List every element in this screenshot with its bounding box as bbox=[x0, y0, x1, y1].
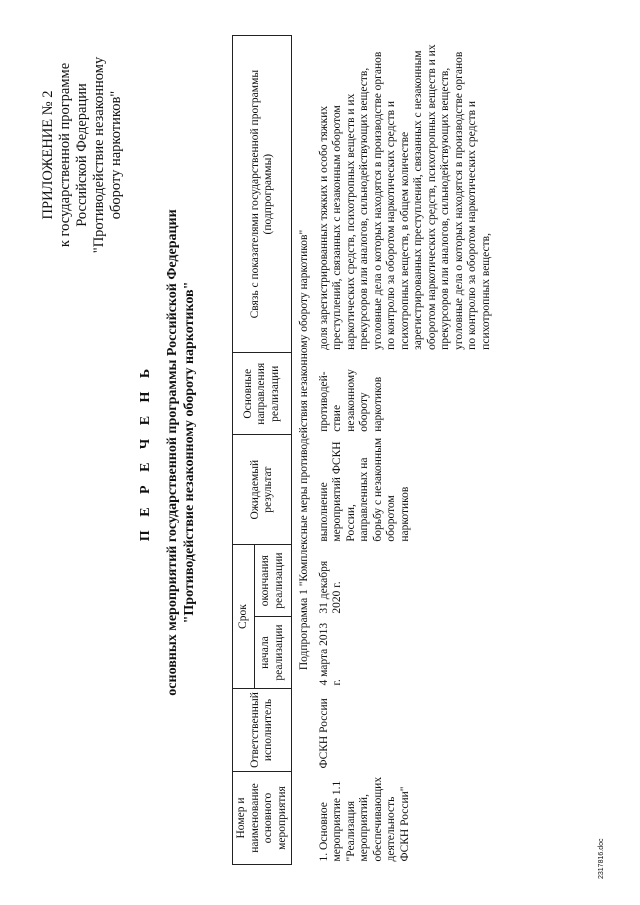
cell-start: 4 марта 2013 г. bbox=[317, 622, 343, 686]
header-number-name: Номер и наименование основного мероприятия bbox=[233, 772, 292, 865]
title-line: "Противодействие незаконному обороту наркотиков" bbox=[182, 281, 197, 624]
header-start: начала реализации bbox=[254, 617, 291, 689]
subprogram-title: Подпрограмма 1 "Комплексные меры противодействия незаконному обороту наркотиков" bbox=[298, 229, 310, 671]
header-directions: Основные направления реализации bbox=[233, 353, 292, 435]
title-heading: П Е Р Е Ч Е Н Ь bbox=[138, 363, 153, 542]
title-line: основных мероприятий государственной программы Российской Федерации bbox=[165, 209, 180, 696]
row-name: Основное мероприятие 1.1 "Реализация мероприятий, обеспечивающих деятельность ФСКН России" bbox=[317, 776, 411, 862]
appendix-block bbox=[40, 45, 125, 265]
table-header-row bbox=[233, 36, 255, 865]
header-executor: Ответственный исполнитель bbox=[233, 689, 292, 772]
document-title bbox=[138, 0, 198, 905]
row-number: 1. bbox=[317, 852, 330, 862]
appendix-line: к государственной программе bbox=[57, 62, 73, 248]
appendix-line: обороту наркотиков" bbox=[108, 90, 124, 220]
header-result: Ожидаемый результат bbox=[233, 435, 292, 545]
header-end: окончания реализации bbox=[254, 545, 291, 617]
appendix-number: ПРИЛОЖЕНИЕ № 2 bbox=[40, 90, 56, 220]
header-term: Срок bbox=[233, 545, 255, 689]
activities-table bbox=[232, 35, 495, 865]
cell-number-name bbox=[316, 772, 496, 865]
cell-directions: противодей-ствие незаконному обороту наркотиков bbox=[317, 369, 384, 432]
cell-indicators: доля зарегистрированных тяжких и особо тяжких преступлений, связанных с незаконным оборотом наркотических средств, психотропных веществ и их прекурсоров или аналогов, сильнодействующих веществ, уголовные дела о которых находятся в производстве органов по контролю за оборотом наркотических средств и психотропных веществ, в общем количестве зарегистрированных преступлений, связанных с незаконным оборотом наркотических средств, психотропных веществ и их прекурсоров или аналогов, сильнодействующих веществ, уголовные дела о которых находятся в производстве органов по контролю за оборотом наркотических средств и психотропных веществ, bbox=[317, 44, 492, 350]
cell-executor: ФСКН России bbox=[317, 698, 330, 769]
appendix-line: Российской Федерации bbox=[74, 83, 90, 227]
cell-result: выполнение мероприятий ФСКН России, направленных на борьбу с незаконным оборотом наркотиков bbox=[317, 437, 411, 542]
subprogram-row bbox=[292, 36, 316, 865]
header-indicators: Связь с показателями государственной программы (подпрограммы) bbox=[233, 36, 292, 353]
table-row bbox=[316, 36, 496, 865]
appendix-line: "Противодействие незаконному bbox=[91, 56, 107, 254]
document-file-number: 2317816.doc bbox=[598, 838, 605, 879]
cell-end: 31 декабря 2020 г. bbox=[317, 560, 343, 614]
